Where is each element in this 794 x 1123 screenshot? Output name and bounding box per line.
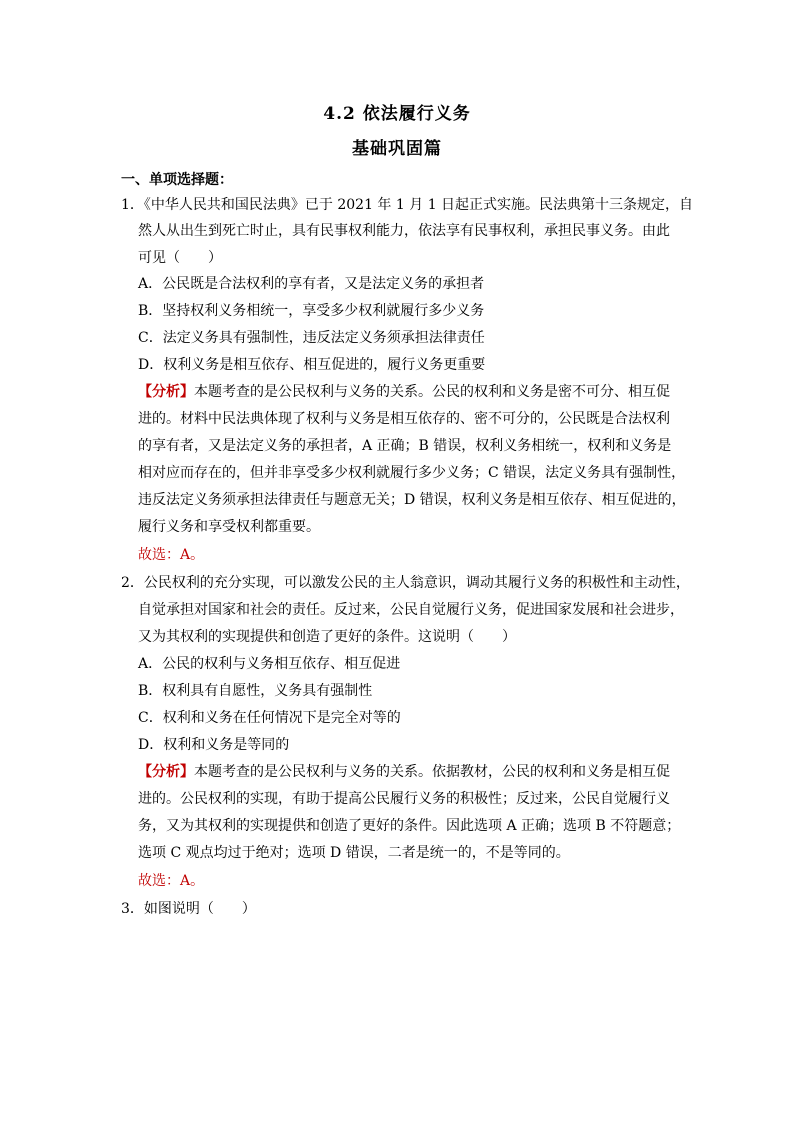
q2-option-c: C．权利和义务在任何情况下是完全对等的 — [138, 710, 401, 726]
q1-analysis-line-2: 进的。材料中民法典体现了权利与义务是相互依存的、密不可分的，公民既是合法权利 — [138, 411, 670, 427]
q2-option-b: B．权利具有自愿性，义务具有强制性 — [138, 683, 373, 699]
q1-stem-line-2: 然人从出生到死亡时止，具有民事权利能力，依法享有民事权利，承担民事义务。由此 — [138, 223, 670, 239]
section-heading: 一、单项选择题： — [121, 172, 233, 188]
q1-answer: 故选：A。 — [138, 547, 205, 563]
q1-stem-line-1: 1．《中华人民共和国民法典》已于 2021 年 1 月 1 日起正式实施。民法典第十三条规定，自 — [121, 197, 694, 213]
q1-analysis-line-3: 的享有者，又是法定义务的承担者，A 正确；B 错误，权利义务相统一，权利和义务是 — [138, 438, 672, 454]
q1-analysis-line-1 — [138, 383, 670, 401]
q2-analysis-line-4: 选项 C 观点均过于绝对；选项 D 错误，二者是统一的，不是等同的。 — [138, 845, 570, 861]
q2-stem-line-3: 又为其权利的实现提供和创造了更好的条件。这说明（ ） — [138, 629, 516, 645]
q3-stem-line-1: 3．如图说明（ ） — [121, 901, 256, 917]
doc-subtitle: 基础巩固篇 — [352, 139, 442, 159]
q1-analysis-line-4: 相对应而存在的，但并非享受多少权利就履行多少义务；C 错误，法定义务具有强制性， — [138, 465, 686, 481]
q2-option-d: D．权利和义务是等同的 — [138, 737, 290, 753]
q2-stem-line-2: 自觉承担对国家和社会的责任。反过来，公民自觉履行义务，促进国家发展和社会进步， — [138, 602, 684, 618]
doc-title: 4.2 依法履行义务 — [323, 104, 471, 124]
q1-analysis-line-6: 履行义务和享受权利都重要。 — [138, 519, 320, 535]
q1-analysis-tag: 【分析】 — [138, 384, 194, 400]
q1-option-c: C．法定义务具有强制性，违反法定义务须承担法律责任 — [138, 330, 485, 346]
q2-analysis-line-2: 进的。公民权利的实现，有助于提高公民履行义务的积极性；反过来，公民自觉履行义 — [138, 791, 670, 807]
q1-option-b: B．坚持权利义务相统一，享受多少权利就履行多少义务 — [138, 303, 485, 319]
q1-analysis-text: 本题考查的是公民权利与义务的关系。公民的权利和义务是密不可分、相互促 — [194, 384, 670, 400]
q1-analysis-line-5: 违反法定义务须承担法律责任与题意无关；D 错误，权利义务是相互依存、相互促进的， — [138, 492, 686, 508]
q2-stem-line-1: 2．公民权利的充分实现，可以激发公民的主人翁意识，调动其履行义务的积极性和主动性， — [121, 575, 690, 591]
q1-stem-line-3: 可见（ ） — [138, 250, 222, 266]
q1-option-d: D．权利义务是相互依存、相互促进的，履行义务更重要 — [138, 357, 486, 373]
q2-analysis-tag: 【分析】 — [138, 764, 194, 780]
q2-option-a: A．公民的权利与义务相互依存、相互促进 — [138, 656, 401, 672]
q2-analysis-line-3: 务，又为其权利的实现提供和创造了更好的条件。因此选项 A 正确；选项 B 不符题意； — [138, 818, 681, 834]
q2-analysis-text: 本题考查的是公民权利与义务的关系。依据教材，公民的权利和义务是相互促 — [194, 764, 670, 780]
q2-analysis-line-1 — [138, 763, 670, 781]
q1-option-a: A．公民既是合法权利的享有者，又是法定义务的承担者 — [138, 276, 485, 292]
q2-answer: 故选：A。 — [138, 873, 205, 889]
